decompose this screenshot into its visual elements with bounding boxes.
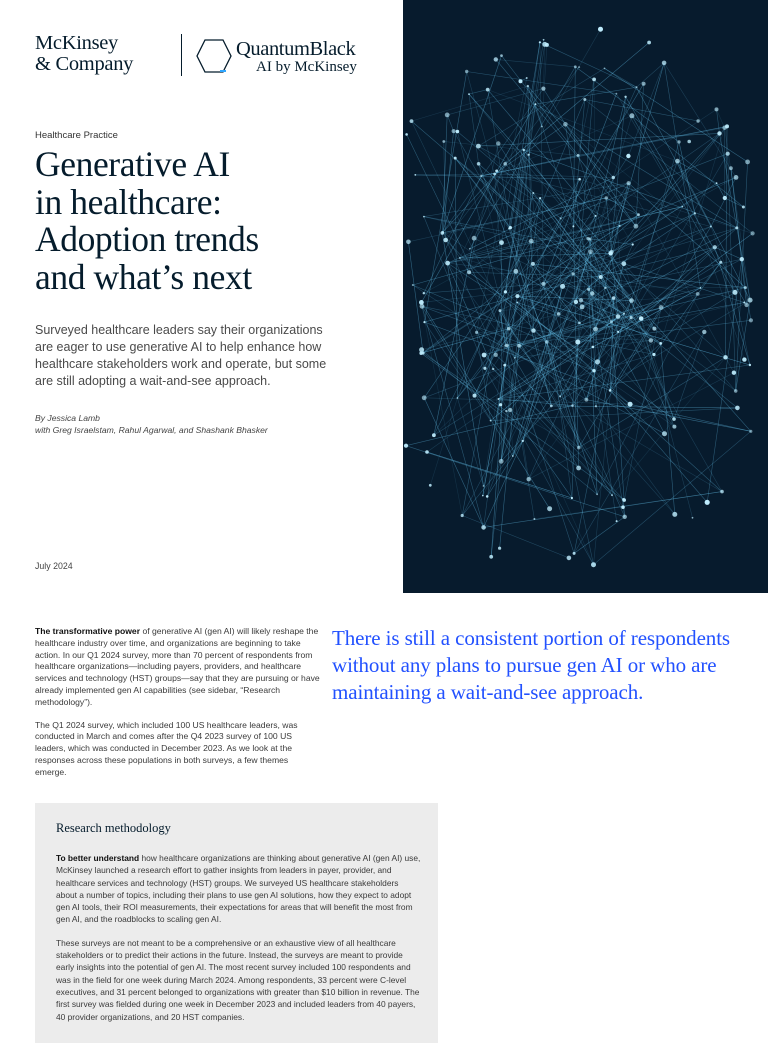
lead-in: To better understand xyxy=(56,853,139,863)
title-line: in healthcare: xyxy=(35,184,385,222)
title-line: Generative AI xyxy=(35,146,385,184)
hexagon-icon xyxy=(196,39,232,73)
quantumblack-subtitle: AI by McKinsey xyxy=(256,59,357,76)
title-line: and what’s next xyxy=(35,259,385,297)
sidebar-paragraph-1 xyxy=(56,852,421,926)
mckinsey-logo xyxy=(35,33,175,75)
network-lines xyxy=(406,29,753,565)
quantumblack-name: QuantumBlack xyxy=(236,38,355,60)
author-byline xyxy=(35,412,268,436)
subtitle: Surveyed healthcare leaders say their organizations are eager to use generative AI to help enhance how healthcare stakeholders work and operate, but some are still adopting a wait-and-see approach. xyxy=(35,322,335,390)
body-paragraph-2: The Q1 2024 survey, which included 100 US healthcare leaders, was conducted in March and comes after the Q4 2023 survey of 100 US leaders, which was conducted in December 2023. As we look at the responses across these populations in both surveys, a few themes emerge. xyxy=(35,720,320,779)
network-graphic xyxy=(403,0,768,593)
mckinsey-logo-line1: McKinsey xyxy=(35,33,175,54)
lead-in: The transformative power xyxy=(35,626,140,636)
research-methodology-sidebar xyxy=(35,803,438,1043)
page-title xyxy=(35,146,385,296)
paragraph-text: of generative AI (gen AI) will likely reshape the healthcare industry over time, and organizations are beginning to take action. In our Q1 2024 survey, more than 70 percent of respondents from healthcare organizations—including payers, providers, and healthcare services and technology (HST) groups—say that they are pursuing or have already implemented gen AI capabilities (see sidebar, “Research methodology”). xyxy=(35,626,320,707)
pull-quote: There is still a consistent portion of respondents without any plans to pursue gen AI or who are maintaining a wait-and-see approach. xyxy=(332,625,742,706)
sidebar-body xyxy=(56,852,421,1034)
paragraph-text: how healthcare organizations are thinking about generative AI (gen AI) use, McKinsey launched a research effort to gather insights from leaders in payer, provider, and healthcare services and technology (HST) groups. We surveyed US healthcare stakeholders about a number of topics, including their plans to use gen AI solutions, how they expect to adopt gen AI tools, their ROI measurements, their expectations for areas that will benefit the most from gen AI, and the roadblocks to scaling gen AI. xyxy=(56,853,420,924)
quantumblack-logo xyxy=(196,38,386,78)
author-contributors: with Greg Israelstam, Rahul Agarwal, and Shashank Bhasker xyxy=(35,424,268,436)
hero-network-image xyxy=(403,0,768,593)
sidebar-title: Research methodology xyxy=(56,821,171,836)
logo-divider xyxy=(181,34,182,76)
title-line: Adoption trends xyxy=(35,221,385,259)
mckinsey-logo-line2: & Company xyxy=(35,54,175,75)
publication-date: July 2024 xyxy=(35,561,73,571)
practice-label: Healthcare Practice xyxy=(35,130,118,141)
sidebar-paragraph-2: These surveys are not meant to be a comprehensive or an exhaustive view of all healthcare stakeholders or to predict their actions in the future. Instead, the surveys are meant to provide early insights into the potential of gen AI. The most recent survey included 100 respondents and was in the field for one week during March 2024. Among respondents, 33 percent were C-level executives, and 31 percent belonged to organizations with greater than $10 billion in revenue. The first survey was fielded during one week in December 2023 and included leaders from 40 payers, 40 provider organizations, and 20 HST companies. xyxy=(56,937,421,1023)
body-paragraph-1 xyxy=(35,626,320,709)
author-main: By Jessica Lamb xyxy=(35,412,268,424)
article-body xyxy=(35,626,320,790)
